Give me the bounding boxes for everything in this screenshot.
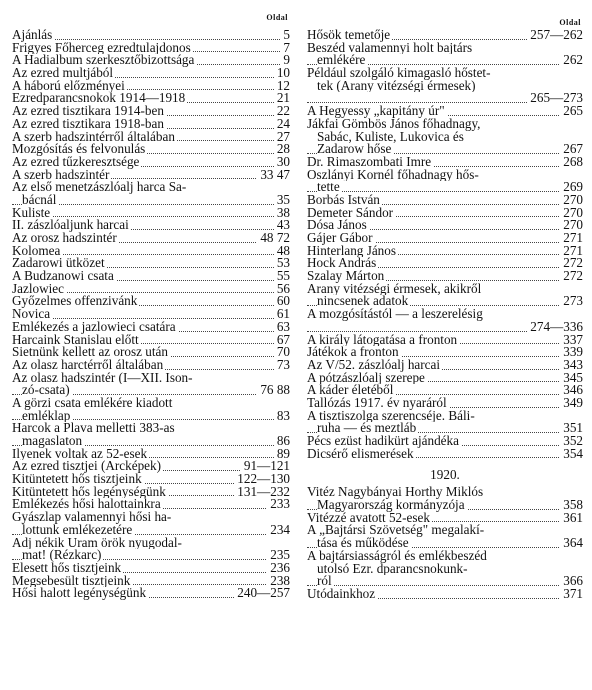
entry-page-number: 265 <box>560 105 583 118</box>
entry-title: Szalay Márton <box>307 270 385 283</box>
toc-entry <box>12 448 290 461</box>
toc-entry <box>307 169 583 182</box>
left-column <box>12 10 290 600</box>
toc-entry <box>12 562 290 575</box>
entry-page-number: 9 <box>280 54 290 67</box>
entry-title: Az ezred tűzkeresztsége <box>12 155 140 169</box>
entry-title: Az V/52. zászlóalj harcai <box>307 358 441 372</box>
entry-page-number: 22 <box>274 105 290 118</box>
entry-page-number: 274—336 <box>527 321 583 334</box>
entry-page-number: 273 <box>560 295 583 308</box>
entry-page-number: 235 <box>267 549 290 562</box>
toc-entry <box>307 422 583 435</box>
toc-entry <box>307 321 583 334</box>
entry-page-number: 131—232 <box>234 486 290 499</box>
entry-title: Zadarowi ütközet <box>12 257 105 271</box>
entry-page-number: 268 <box>560 156 583 169</box>
entry-title: Borbás István <box>307 193 380 207</box>
entry-page-number: 271 <box>560 245 583 258</box>
entry-page-number: 53 <box>274 257 290 270</box>
toc-entry <box>12 410 290 423</box>
entry-page-number: 345 <box>560 372 583 385</box>
entry-page-number: 236 <box>267 562 290 575</box>
entry-page-number: 10 <box>274 67 290 80</box>
entry-title: emléklap <box>22 409 71 423</box>
entry-title: Magyarország kormányzója <box>317 499 465 512</box>
dot-leader <box>12 318 290 319</box>
toc-entry <box>307 588 583 601</box>
entry-title: Elesett hős tisztjeink <box>12 561 122 575</box>
entry-title: Az ezred tisztikara 1918-ban <box>12 117 164 131</box>
entry-title: utolsó Ezr. dparancsnokunk- <box>317 562 468 576</box>
entry-page-number: 240—257 <box>234 587 290 600</box>
entry-page-number: 7 <box>280 42 290 55</box>
entry-title: Emlékezés hősi halottainkra <box>12 498 161 512</box>
entry-page-number: 33 47 <box>257 169 290 182</box>
entry-title: Kitüntetett hős tisztjeink <box>12 473 142 486</box>
toc-entry <box>307 372 583 385</box>
toc-entry <box>12 105 290 118</box>
entry-title: Jákfai Gömbös János főhadnagy, <box>307 117 481 131</box>
toc-entry <box>307 448 583 461</box>
entry-title: Ezredparancsnokok 1914—1918 <box>12 92 186 106</box>
entry-title: ruha — és meztláb <box>317 422 417 435</box>
toc-entry <box>12 42 290 55</box>
toc-entry <box>12 460 290 473</box>
toc-entry <box>307 80 583 93</box>
year-heading <box>307 464 583 486</box>
toc-entry <box>12 232 290 245</box>
entry-page-number: 70 <box>274 346 290 359</box>
entry-title: Utódainkhoz <box>307 587 376 601</box>
toc-entry <box>307 563 583 576</box>
toc-entry <box>307 359 583 372</box>
entry-title: A bajtársiasságról és emlékbeszéd <box>307 549 487 563</box>
toc-entry <box>12 131 290 144</box>
entry-title: Novica <box>12 308 51 321</box>
toc-entry <box>307 397 583 410</box>
toc-entry <box>12 575 290 588</box>
entry-title: Az olasz harctérről általában <box>12 358 164 372</box>
entry-page-number: 86 <box>274 435 290 448</box>
entry-title: tette <box>317 181 340 194</box>
entry-page-number: 83 <box>274 410 290 423</box>
entry-page-number: 67 <box>274 334 290 347</box>
toc-entry <box>307 537 583 550</box>
entry-title: Vitéz Nagybányai Horthy Miklós <box>307 486 484 500</box>
entry-page-number: 43 <box>274 219 290 232</box>
entry-title: A szerb hadszintérről általában <box>12 130 175 144</box>
entry-page-number: 358 <box>560 499 583 512</box>
entry-page-number: 61 <box>274 308 290 321</box>
entry-page-number: 371 <box>560 588 583 601</box>
entry-title: II. zászlóaljunk harcai <box>12 219 129 232</box>
toc-entry <box>307 270 583 283</box>
entry-page-number: 48 72 <box>257 232 290 245</box>
toc-entry <box>12 29 290 42</box>
entry-page-number: 48 <box>274 245 290 258</box>
entry-page-number: 337 <box>560 334 583 347</box>
entry-title: tek (Arany vitézségi érmesek) <box>317 79 476 93</box>
toc-entry <box>307 295 583 308</box>
entry-title: Például szolgáló kimagasló hőstet- <box>307 67 491 80</box>
toc-entry <box>307 143 583 156</box>
toc-entry <box>12 359 290 372</box>
toc-entry <box>12 207 290 220</box>
entry-title: Hinterlang János <box>307 244 396 258</box>
entry-title: Adj nékik Uram örök nyugodal- <box>12 536 182 550</box>
entry-title: Gyászlap valamennyi hősi ha- <box>12 511 172 524</box>
entry-title: Vitézzé avatott 52-esek <box>307 511 430 525</box>
entry-title: Oszlányi Kornél főhadnagy hős- <box>307 168 479 182</box>
toc-entry <box>307 245 583 258</box>
entry-title: A szerb hadszintér <box>12 168 110 182</box>
entry-title: Dr. Rimaszombati Imre <box>307 155 432 169</box>
entry-title: Kolomea <box>12 244 61 258</box>
entry-page-number: 267 <box>560 143 583 156</box>
dot-leader <box>307 585 583 586</box>
entry-page-number: 270 <box>560 219 583 232</box>
toc-entry <box>12 346 290 359</box>
entry-title: Hock András <box>307 257 377 271</box>
entry-title: Sietnünk kellett az orosz után <box>12 346 169 359</box>
entry-title: Hősök temetője <box>307 29 391 42</box>
entry-title: A mozgósítástól — a leszerelésig <box>307 308 483 321</box>
page-column-label: Oldal <box>266 13 288 22</box>
entry-page-number: 364 <box>560 537 583 550</box>
entry-page-number: 234 <box>267 524 290 537</box>
toc-entry <box>307 334 583 347</box>
toc-entry <box>12 321 290 334</box>
toc-entry <box>307 283 583 296</box>
toc-entry <box>12 511 290 524</box>
entry-page-number: 265—273 <box>527 92 583 105</box>
entry-page-number: 238 <box>267 575 290 588</box>
entry-title: Sabác, Kuliste, Lukovica és <box>317 130 464 144</box>
toc-entry <box>12 422 290 435</box>
entry-title: A háború előzményei <box>12 79 125 93</box>
entry-title: A tisztiszolga szerencséje. Báli- <box>307 409 475 423</box>
entry-page-number: 346 <box>560 384 583 397</box>
entry-page-number: 354 <box>560 448 583 461</box>
entry-title: Kuliste <box>12 206 51 220</box>
toc-entry <box>307 550 583 563</box>
toc-entry <box>307 67 583 80</box>
toc-entry <box>12 486 290 499</box>
entry-page-number: 91—121 <box>241 460 290 473</box>
entry-title: Beszéd valamennyi holt bajtárs <box>307 41 473 55</box>
dot-leader <box>12 216 290 217</box>
entry-title: A Hadialbum szerkesztőbizottsága <box>12 54 195 68</box>
entry-title: A „Bajtársi Szövetség" megalakí- <box>307 524 485 538</box>
toc-entry <box>307 435 583 448</box>
entry-title: Hősi halott legénységünk <box>12 587 147 600</box>
entry-page-number: 351 <box>560 422 583 435</box>
entry-page-number: 28 <box>274 143 290 156</box>
entry-page-number: 24 <box>274 118 290 131</box>
toc-entry <box>12 54 290 67</box>
toc-entry <box>12 473 290 486</box>
right-column-header <box>307 10 583 29</box>
toc-entry <box>12 524 290 537</box>
toc-entry <box>307 54 583 67</box>
entry-title: Arany vitézségi érmesek, akikről <box>307 282 482 296</box>
entry-title: Az ezred multjából <box>12 67 114 80</box>
toc-entry <box>12 498 290 511</box>
toc-entry <box>307 512 583 525</box>
toc-entry <box>12 308 290 321</box>
toc-entry <box>307 384 583 397</box>
entry-title: A káder életéből <box>307 384 394 397</box>
right-column <box>307 10 583 601</box>
toc-entry <box>307 207 583 220</box>
toc-entry <box>307 575 583 588</box>
toc-entry <box>307 131 583 144</box>
entry-title: Ilyenek voltak az 52-esek <box>12 447 148 461</box>
toc-entry <box>12 334 290 347</box>
entry-page-number: 343 <box>560 359 583 372</box>
toc-entry <box>307 105 583 118</box>
entry-title: Pécs ezüst hadikürt ajándéka <box>307 435 459 448</box>
entry-title: mat! (Rézkarc) <box>22 549 102 562</box>
entry-page-number: 349 <box>560 397 583 410</box>
toc-entry <box>307 92 583 105</box>
entry-page-number: 366 <box>560 575 583 588</box>
toc-entry <box>307 118 583 131</box>
toc-entry <box>307 257 583 270</box>
entry-title: Gájer Gábor <box>307 232 373 245</box>
toc-entry <box>307 486 583 499</box>
entry-title: Zadarow hőse <box>317 143 392 156</box>
entry-page-number: 270 <box>560 207 583 220</box>
toc-entry <box>307 29 583 42</box>
entry-title: lottunk emlékezetére <box>22 523 133 537</box>
entry-page-number: 56 <box>274 283 290 296</box>
entry-title: Az orosz hadszintér <box>12 232 117 245</box>
toc-entry <box>12 143 290 156</box>
toc-entry <box>12 283 290 296</box>
entry-page-number: 55 <box>274 270 290 283</box>
entry-title: Tallózás 1917. év nyaráról <box>307 396 447 410</box>
year-heading-text: 1920. <box>430 467 460 483</box>
entry-title: Az ezred tisztjei (Arcképek) <box>12 460 162 474</box>
entry-title: zó-csata) <box>22 384 70 397</box>
left-entry-list <box>12 29 290 600</box>
toc-entry <box>307 219 583 232</box>
entry-page-number: 63 <box>274 321 290 334</box>
toc-entry <box>12 181 290 194</box>
toc-entry <box>307 42 583 55</box>
entry-title: A görzi csata emlékére kiadott <box>12 396 173 410</box>
entry-title: Játékok a fronton <box>307 346 399 359</box>
entry-title: Harcok a Plava melletti 383-as <box>12 422 175 435</box>
toc-entry <box>12 384 290 397</box>
entry-title: Az első menetzászlóalj harca Sa- <box>12 181 187 194</box>
dot-leader <box>307 191 583 192</box>
entry-page-number: 21 <box>274 92 290 105</box>
entry-title: Győzelmes offenzivánk <box>12 295 138 309</box>
entry-title: A király látogatása a fronton <box>307 333 458 347</box>
entry-title: Jazlowiec <box>12 282 64 296</box>
entry-title: Harcaink Stanislau előtt <box>12 333 139 347</box>
entry-page-number: 60 <box>274 295 290 308</box>
entry-page-number: 233 <box>267 498 290 511</box>
entry-title: A Budzanowi csata <box>12 270 114 283</box>
entry-page-number: 271 <box>560 232 583 245</box>
entry-page-number: 257—262 <box>527 29 583 42</box>
toc-entry <box>12 118 290 131</box>
entry-page-number: 122—130 <box>234 473 290 486</box>
toc-entry <box>12 80 290 93</box>
entry-title: tása és működése <box>317 537 409 550</box>
entry-page-number: 27 <box>274 131 290 144</box>
entry-title: Dicsérő elismerések <box>307 447 414 461</box>
entry-title: Dósa János <box>307 219 367 232</box>
entry-page-number: 339 <box>560 346 583 359</box>
entry-page-number: 38 <box>274 207 290 220</box>
entry-title: Demeter Sándor <box>307 206 394 220</box>
entry-page-number: 262 <box>560 54 583 67</box>
page-column-label: Oldal <box>559 18 581 27</box>
entry-page-number: 5 <box>280 29 290 42</box>
toc-entry <box>12 372 290 385</box>
entry-page-number: 89 <box>274 448 290 461</box>
entry-page-number: 12 <box>274 80 290 93</box>
entry-page-number: 361 <box>560 512 583 525</box>
entry-title: A Hegyessy „kapitány úr" <box>307 105 445 118</box>
entry-title: Megsebesült tisztjeink <box>12 574 131 588</box>
entry-page-number: 272 <box>560 270 583 283</box>
entry-title: emlékére <box>317 54 366 68</box>
toc-entry <box>307 232 583 245</box>
toc-entry <box>12 270 290 283</box>
toc-entry <box>12 156 290 169</box>
entry-title: bácnál <box>22 193 57 207</box>
toc-entry <box>12 537 290 550</box>
toc-entry <box>307 410 583 423</box>
toc-entry <box>12 435 290 448</box>
toc-entry <box>12 169 290 182</box>
left-column-header <box>12 10 290 29</box>
toc-entry <box>12 245 290 258</box>
right-entry-list <box>307 29 583 601</box>
toc-entry <box>12 549 290 562</box>
entry-page-number: 352 <box>560 435 583 448</box>
toc-entry <box>12 92 290 105</box>
toc-entry <box>307 194 583 207</box>
entry-page-number: 76 88 <box>257 384 290 397</box>
toc-entry <box>307 181 583 194</box>
entry-page-number: 35 <box>274 194 290 207</box>
toc-entry <box>12 219 290 232</box>
entry-title: Kitüntetett hős legénységünk <box>12 485 166 499</box>
entry-page-number: 269 <box>560 181 583 194</box>
entry-title: Az olasz hadszintér (I—XII. Ison- <box>12 371 193 385</box>
entry-title: ról <box>317 575 332 588</box>
entry-page-number: 272 <box>560 257 583 270</box>
entry-title: Emlékezés a jazlowieci csatára <box>12 320 176 334</box>
toc-entry <box>12 67 290 80</box>
toc-entry <box>12 587 290 600</box>
toc-entry <box>307 156 583 169</box>
entry-page-number: 73 <box>274 359 290 372</box>
entry-title: Mozgósítás és felvonulás <box>12 143 146 156</box>
entry-title: nincsenek adatok <box>317 295 409 309</box>
toc-entry <box>307 346 583 359</box>
toc-entry <box>307 524 583 537</box>
toc-entry <box>12 397 290 410</box>
entry-title: Ajánlás <box>12 29 53 42</box>
toc-entry <box>12 257 290 270</box>
entry-page-number: 30 <box>274 156 290 169</box>
entry-title: magaslaton <box>22 435 83 448</box>
entry-page-number: 270 <box>560 194 583 207</box>
entry-title: Az ezred tisztikara 1914-ben <box>12 105 164 118</box>
entry-title: A pótzászlóalj szerepe <box>307 371 425 385</box>
entry-title: Frigyes Főherceg ezredtulajdonos <box>12 41 191 55</box>
toc-entry <box>12 295 290 308</box>
toc-entry <box>307 308 583 321</box>
toc-entry <box>12 194 290 207</box>
toc-entry <box>307 499 583 512</box>
